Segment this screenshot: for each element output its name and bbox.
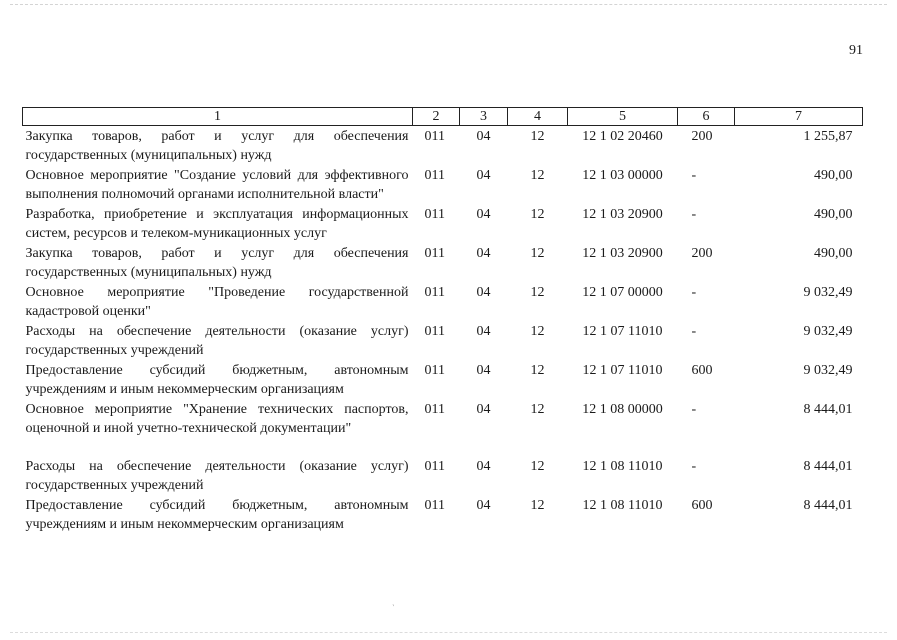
row-name: Предоставление субсидий бюджетным, автономным учреждениям и иным некоммерческим организациям bbox=[25, 498, 409, 532]
row-rz: 04 bbox=[476, 459, 491, 474]
header-col-1: 1 bbox=[23, 108, 413, 126]
row-rz: 04 bbox=[476, 402, 491, 417]
table-row bbox=[23, 495, 863, 534]
row-rz: 04 bbox=[476, 207, 491, 222]
row-name: Расходы на обеспечение деятельности (оказание услуг) государственных учреждений bbox=[25, 459, 409, 493]
row-name: Основное мероприятие "Проведение государственной кадастровой оценки" bbox=[25, 285, 409, 319]
row-vr: - bbox=[691, 324, 697, 339]
row-sum: 8 444,01 bbox=[803, 402, 853, 417]
row-sum: 9 032,49 bbox=[803, 363, 853, 378]
page-number: 91 bbox=[849, 43, 863, 58]
row-csr: 12 1 08 11010 bbox=[582, 498, 663, 513]
table-row bbox=[23, 360, 863, 399]
row-sum: 1 255,87 bbox=[803, 129, 853, 144]
row-vr: 600 bbox=[691, 363, 713, 378]
row-vr: - bbox=[691, 285, 697, 300]
row-ved: 011 bbox=[424, 246, 445, 261]
header-col-3: 3 bbox=[460, 108, 508, 126]
table-header bbox=[23, 108, 863, 126]
row-ved: 011 bbox=[424, 402, 445, 417]
row-vr: - bbox=[691, 459, 697, 474]
row-name: Основное мероприятие "Хранение технических паспортов, оценочной и иной учетно-технической документации" bbox=[25, 402, 409, 436]
row-vr: 200 bbox=[691, 246, 713, 261]
scan-edge-bottom bbox=[10, 632, 887, 633]
row-ved: 011 bbox=[424, 363, 445, 378]
table-row bbox=[23, 456, 863, 495]
row-ved: 011 bbox=[424, 498, 445, 513]
row-pr: 12 bbox=[530, 285, 545, 300]
header-col-7: 7 bbox=[735, 108, 863, 126]
row-vr: - bbox=[691, 207, 697, 222]
row-ved: 011 bbox=[424, 324, 445, 339]
row-vr: 600 bbox=[691, 498, 713, 513]
row-pr: 12 bbox=[530, 459, 545, 474]
row-sum: 9 032,49 bbox=[803, 324, 853, 339]
row-name: Предоставление субсидий бюджетным, автономным учреждениям и иным некоммерческим организациям bbox=[25, 363, 409, 397]
row-pr: 12 bbox=[530, 363, 545, 378]
row-rz: 04 bbox=[476, 246, 491, 261]
header-col-4: 4 bbox=[508, 108, 568, 126]
row-csr: 12 1 07 00000 bbox=[582, 285, 663, 300]
row-csr: 12 1 08 00000 bbox=[582, 402, 663, 417]
row-pr: 12 bbox=[530, 207, 545, 222]
budget-table bbox=[22, 107, 863, 534]
table-row bbox=[23, 165, 863, 204]
row-rz: 04 bbox=[476, 285, 491, 300]
row-sum: 8 444,01 bbox=[803, 498, 853, 513]
row-rz: 04 bbox=[476, 324, 491, 339]
row-sum: 490,00 bbox=[814, 207, 853, 222]
row-name: Закупка товаров, работ и услуг для обеспечения государственных (муниципальных) нужд bbox=[25, 246, 409, 280]
row-rz: 04 bbox=[476, 363, 491, 378]
row-csr: 12 1 03 20900 bbox=[582, 207, 663, 222]
table-row bbox=[23, 321, 863, 360]
row-rz: 04 bbox=[476, 129, 491, 144]
row-csr: 12 1 07 11010 bbox=[582, 363, 663, 378]
row-vr: - bbox=[691, 168, 697, 183]
table-row bbox=[23, 282, 863, 321]
row-csr: 12 1 07 11010 bbox=[582, 324, 663, 339]
table-row bbox=[23, 399, 863, 456]
row-csr: 12 1 08 11010 bbox=[582, 459, 663, 474]
header-col-6: 6 bbox=[678, 108, 735, 126]
row-rz: 04 bbox=[476, 168, 491, 183]
row-csr: 12 1 02 20460 bbox=[582, 129, 663, 144]
header-col-2: 2 bbox=[413, 108, 460, 126]
scan-edge-top bbox=[10, 4, 887, 5]
row-vr: - bbox=[691, 402, 697, 417]
row-rz: 04 bbox=[476, 498, 491, 513]
row-csr: 12 1 03 00000 bbox=[582, 168, 663, 183]
row-pr: 12 bbox=[530, 168, 545, 183]
row-pr: 12 bbox=[530, 402, 545, 417]
row-vr: 200 bbox=[691, 129, 713, 144]
row-name: Закупка товаров, работ и услуг для обеспечения государственных (муниципальных) нужд bbox=[25, 129, 409, 163]
table-row bbox=[23, 243, 863, 282]
row-ved: 011 bbox=[424, 285, 445, 300]
row-pr: 12 bbox=[530, 129, 545, 144]
row-name: Расходы на обеспечение деятельности (оказание услуг) государственных учреждений bbox=[25, 324, 409, 358]
row-pr: 12 bbox=[530, 324, 545, 339]
row-pr: 12 bbox=[530, 498, 545, 513]
scan-speck: ` bbox=[388, 602, 396, 613]
table-row bbox=[23, 126, 863, 166]
row-pr: 12 bbox=[530, 246, 545, 261]
row-sum: 8 444,01 bbox=[803, 459, 853, 474]
header-col-5: 5 bbox=[568, 108, 678, 126]
row-sum: 490,00 bbox=[814, 246, 853, 261]
table-row bbox=[23, 204, 863, 243]
row-name: Разработка, приобретение и эксплуатация информационных систем, ресурсов и телеком-муникационных услуг bbox=[25, 207, 409, 241]
row-ved: 011 bbox=[424, 129, 445, 144]
row-ved: 011 bbox=[424, 459, 445, 474]
row-sum: 490,00 bbox=[814, 168, 853, 183]
header-row bbox=[23, 108, 863, 126]
row-csr: 12 1 03 20900 bbox=[582, 246, 663, 261]
row-sum: 9 032,49 bbox=[803, 285, 853, 300]
row-ved: 011 bbox=[424, 207, 445, 222]
row-name: Основное мероприятие "Создание условий для эффективного выполнения полномочий органами исполнительной власти" bbox=[25, 168, 409, 202]
table-body bbox=[23, 126, 863, 535]
row-ved: 011 bbox=[424, 168, 445, 183]
